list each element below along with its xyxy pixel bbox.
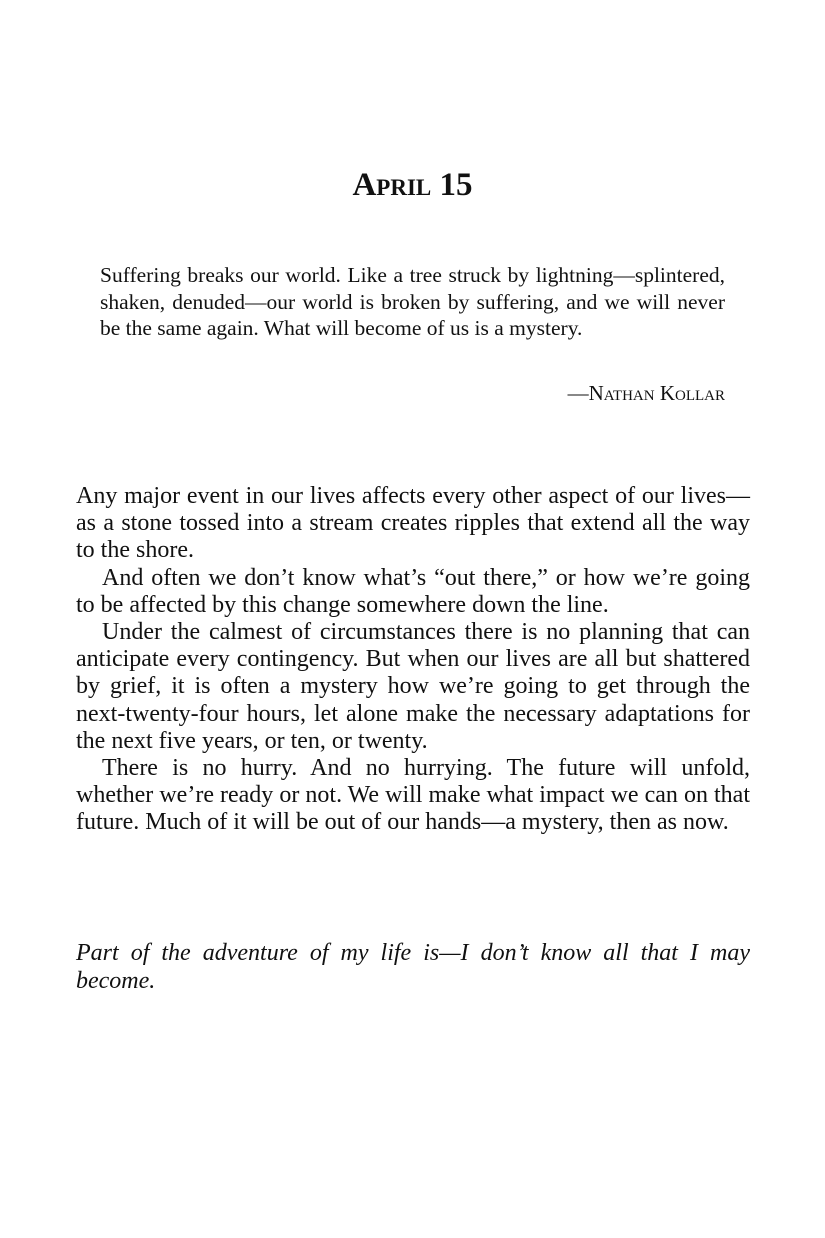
body-paragraph: Under the calmest of circumstances there is no planning that can anticipate every contingency. But when our lives are all but shattered by grief, it is often a mystery how we’re going to get through the next-twenty-four hours, let alone make the necessary adaptations for the next five years, or ten, or twenty. [76, 619, 750, 754]
closing-affirmation: Part of the adventure of my life is—I don’t know all that I may become. [76, 940, 750, 994]
body-paragraph: And often we don’t know what’s “out there,” or how we’re going to be affected by this change somewhere down the line. [76, 564, 750, 618]
epigraph-attribution: —Nathan Kollar [567, 381, 725, 405]
epigraph-quote: Suffering breaks our world. Like a tree struck by lightning—splintered, shaken, denuded—our world is broken by suffering, and we will never be the same again. What will become of us is a mystery. [100, 263, 725, 340]
meditation-body [76, 483, 750, 837]
page-title [0, 163, 825, 207]
body-paragraph: There is no hurry. And no hurrying. The future will unfold, whether we’re ready or not. We will make what impact we can on that future. Much of it will be out of our hands—a mystery, then as now. [76, 755, 750, 836]
page-title-text: April 15 [352, 167, 473, 203]
body-paragraph: Any major event in our lives affects every other aspect of our lives—as a stone tossed into a stream creates ripples that extend all the way to the shore. [76, 483, 750, 564]
